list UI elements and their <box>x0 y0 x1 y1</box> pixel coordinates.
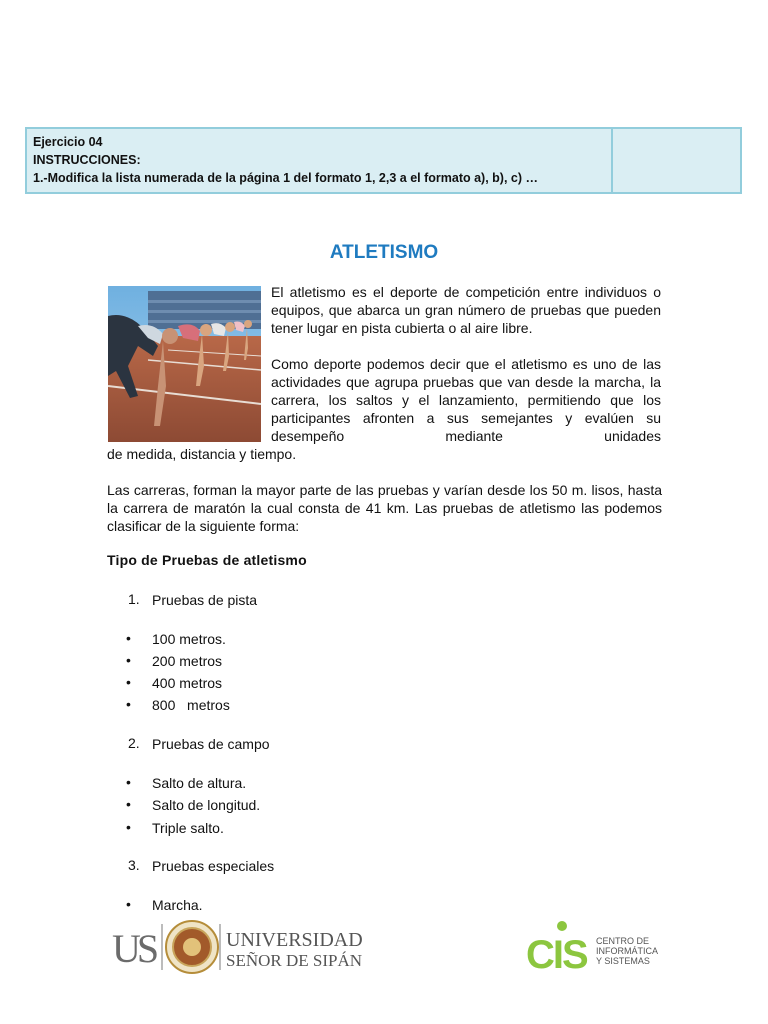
cis-line3: Y SISTEMAS <box>596 956 650 966</box>
paragraph-races: Las carreras, forman la mayor parte de las pruebas y varían desde los 50 m. lisos, hasta la carrera de maratón la cual consta de 41 km. Las pruebas de atletismo las podemos clasificar de la siguiente forma: <box>107 482 662 534</box>
list-number: 3. <box>128 857 140 873</box>
list-item-group: Pruebas de campo <box>152 736 270 752</box>
uss-monogram: US <box>112 926 156 971</box>
page-title: ATLETISMO <box>329 242 439 263</box>
exercise-label: Ejercicio 04 <box>33 135 103 149</box>
instructions-text <box>33 133 538 187</box>
uss-logo <box>112 918 362 976</box>
list-number: 1. <box>128 591 140 607</box>
paragraph-sport-end: de medida, distancia y tiempo. <box>107 446 297 462</box>
instructions-heading: INSTRUCCIONES: <box>33 153 141 167</box>
list-item: 100 metros. <box>152 631 226 647</box>
bullet-icon: • <box>126 630 131 646</box>
list-item: Triple salto. <box>152 820 224 836</box>
list-item: 400 metros <box>152 675 223 691</box>
bullet-icon: • <box>126 896 131 912</box>
list-item-group: Pruebas especiales <box>152 858 275 874</box>
instructions-box <box>25 127 742 194</box>
list-item: Marcha. <box>152 897 203 913</box>
list-item-group: Pruebas de pista <box>152 592 258 608</box>
paragraph-sport: Como deporte podemos decir que el atletismo es uno de las actividades que agrupa pruebas que van desde la marcha, la carrera, los saltos y el lanzamiento, permitiendo que los participantes afronten a sus semejantes y evalúen su desempeño mediante unidades <box>271 356 661 444</box>
table-divider <box>611 129 613 192</box>
cis-mark: CIS <box>526 933 587 974</box>
list-item: 800 metros <box>152 697 230 713</box>
list-item: Salto de altura. <box>152 775 247 791</box>
bullet-icon: • <box>126 774 131 790</box>
athletes-photo <box>108 286 261 442</box>
bullet-icon: • <box>126 796 131 812</box>
bullet-icon: • <box>126 696 131 712</box>
bullet-icon: • <box>126 674 131 690</box>
list-number: 2. <box>128 735 140 751</box>
cis-logo <box>526 918 666 974</box>
cis-line1: CENTRO DE <box>596 936 650 946</box>
list-heading: Tipo de Pruebas de atletismo <box>107 552 307 568</box>
uss-name-line1: UNIVERSIDAD <box>226 929 362 951</box>
list-item: Salto de longitud. <box>152 797 261 813</box>
bullet-icon: • <box>126 652 131 668</box>
paragraph-intro: El atletismo es el deporte de competición entre individuos o equipos, que abarca un gran número de pruebas que pueden tener lugar en pista cubierta o al aire libre. <box>271 284 661 336</box>
instruction-item: 1.-Modifica la lista numerada de la página 1 del formato 1, 2,3 a el formato a), b), c) … <box>33 171 538 185</box>
list-item: 200 metros <box>152 653 223 669</box>
uss-name-line2: SEÑOR DE SIPÁN <box>226 951 362 970</box>
bullet-icon: • <box>126 819 131 835</box>
cis-line2: INFORMÁTICA <box>596 946 658 956</box>
